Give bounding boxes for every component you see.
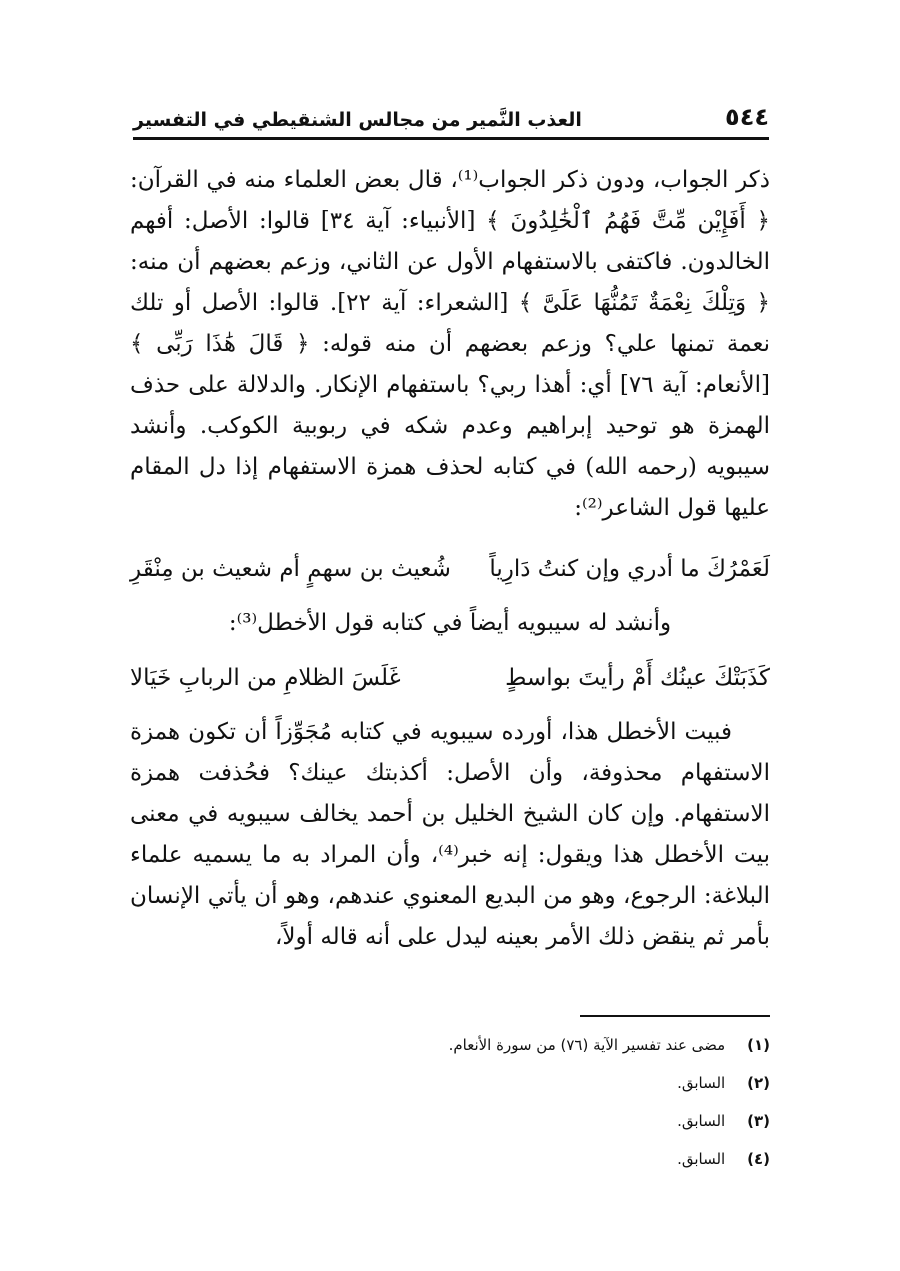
footnote-number: (٢) [747,1074,770,1092]
footnote [300,1064,770,1102]
footnotes [300,1026,770,1178]
footnote-text: السابق. [677,1150,726,1168]
footnote-text: مضى عند تفسير الآية (٧٦) من سورة الأنعام. [448,1036,726,1054]
verse-2-first-hemistich: كَذَبَتْكَ عينُك أَمْ رأيتَ بواسطٍ [505,665,770,691]
running-title: العذب النَّمير من مجالس الشنقيطي في التفسير [133,109,582,131]
footnote-number: (١) [747,1036,770,1054]
page-number: ٥٤٤ [725,103,769,131]
footnote-separator [580,1015,770,1017]
paragraph-3: فبيت الأخطل هذا، أورده سيبويه في كتابه مُجَوِّزاً أن تكون همزة الاستفهام محذوفة، وأن الأصل: أكذبتك عينك؟ فحُذفت همزة الاستفهام. وإن كان الشيخ الخليل بن أحمد يخالف سيبويه في معنى بيت الأخطل هذا ويقول: إنه خبر⁽⁴⁾، وأن المراد به ما يسميه علماء البلاغة: الرجوع، وهو من البديع المعنوي عندهم، وهو أن يأتي الإنسان بأمر ثم ينقض ذلك الأمر بعينه ليدل على أنه قاله أولاً، [130,719,770,950]
footnote [300,1026,770,1064]
footnote-text: السابق. [677,1074,726,1092]
verse-2-second-hemistich: غَلَسَ الظلامِ من الربابِ خَيَالا [130,665,401,691]
verse-1 [130,547,770,591]
verse-2 [130,656,770,700]
footnote [300,1102,770,1140]
verse-1-first-hemistich: لَعَمْرُكَ ما أدري وإن كنتُ دَارِياً [489,556,770,582]
page-header [133,100,769,140]
paragraph-1: ذكر الجواب، ودون ذكر الجواب⁽¹⁾، قال بعض العلماء منه في القرآن: ﴿ أَفَإِيْن مِّتَّ فَهُمُ ٱلْخَٰلِدُونَ ﴾ [الأنبياء: آية ٣٤] قالوا: الأصل: أفهم الخالدون. فاكتفى بالاستفهام الأول عن الثاني، وزعم بعضهم أن منه: ﴿ وَتِلْكَ نِعْمَةٌ تَمُنُّهَا عَلَىَّ ﴾ [الشعراء: آية ٢٢]. قالوا: الأصل أو تلك نعمة تمنها علي؟ وزعم بعضهم أن منه قوله: ﴿ قَالَ هَٰذَا رَبِّى ﴾ [الأنعام: آية ٧٦] أي: أهذا ربي؟ باستفهام الإنكار. والدلالة على حذف الهمزة هو توحيد إبراهيم وعدم شكه في ربوبية الكوكب. وأنشد سيبويه (رحمه الله) في كتابه لحذف همزة الاستفهام إذا دل المقام عليها قول الشاعر⁽²⁾: [130,167,770,521]
footnote [300,1140,770,1178]
footnote-text: السابق. [677,1112,726,1130]
footnote-number: (٤) [747,1150,770,1168]
footnote-number: (٣) [747,1112,770,1130]
verse-1-second-hemistich: شُعيث بن سهمٍ أم شعيث بن مِنْقَرِ [130,556,451,582]
paragraph-2: وأنشد له سيبويه أيضاً في كتابه قول الأخطل⁽³⁾: [228,610,672,636]
main-text [130,160,770,958]
